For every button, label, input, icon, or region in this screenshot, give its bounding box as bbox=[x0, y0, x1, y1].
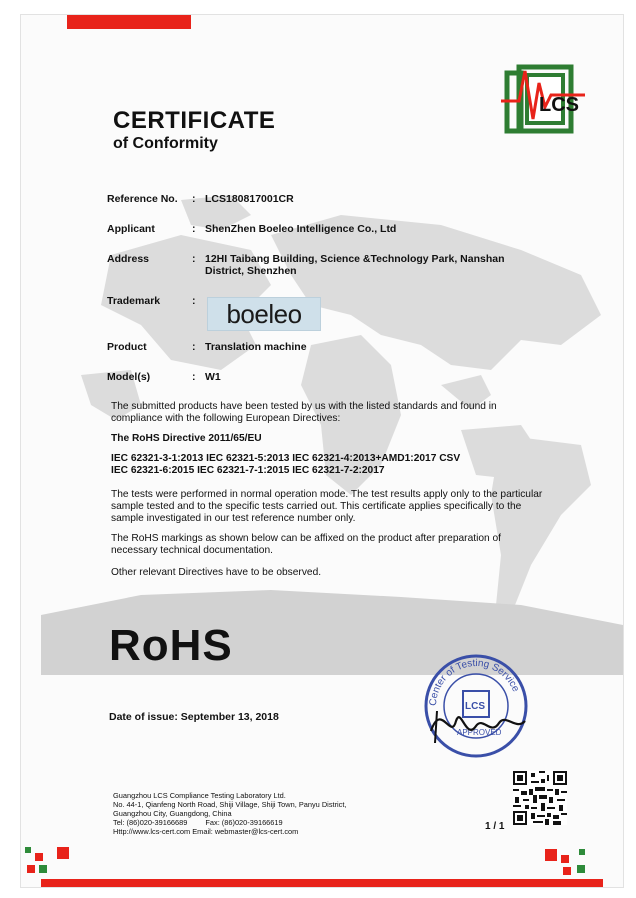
footer-tel: Tel: (86)020-39166689 bbox=[113, 818, 188, 827]
product-value: Translation machine bbox=[205, 341, 307, 353]
footer-fax: Fax: (86)020-39166619 bbox=[205, 818, 283, 827]
rohs-mark: RoHS bbox=[109, 621, 233, 670]
address-label: Address bbox=[107, 253, 150, 265]
address-line-2: District, Shenzhen bbox=[205, 265, 297, 277]
applicant-value: ShenZhen Boeleo Intelligence Co., Ltd bbox=[205, 223, 397, 235]
approval-stamp bbox=[421, 651, 531, 761]
certificate-page bbox=[20, 14, 624, 888]
reference-colon: : bbox=[192, 193, 196, 205]
trademark-label: Trademark bbox=[107, 295, 161, 307]
intro-line-1: The submitted products have been tested by us with the listed standards and found in bbox=[111, 401, 497, 412]
intro-paragraph bbox=[111, 401, 571, 425]
footer-web: Http://www.lcs-cert.com Email: webmaster@lcs-cert.com bbox=[113, 827, 299, 836]
footer-address-2: Guangzhou City, Guangdong, China bbox=[113, 809, 232, 818]
reference-label: Reference No. bbox=[107, 193, 178, 205]
product-colon: : bbox=[192, 341, 196, 353]
trademark-colon: : bbox=[192, 295, 196, 307]
stamp-ring-text: Center of Testing Service bbox=[427, 657, 522, 707]
decor-square bbox=[579, 849, 585, 855]
standards-line-2: IEC 62321-6:2015 IEC 62321-7-1:2015 IEC 62321-7-2:2017 bbox=[111, 465, 385, 476]
decor-square bbox=[35, 853, 43, 861]
bottom-red-bar bbox=[41, 879, 603, 888]
stamp-center-text: LCS bbox=[465, 701, 485, 712]
tests-line-3: sample investigated in our test reference number only. bbox=[111, 513, 356, 524]
qr-code-icon bbox=[513, 771, 567, 825]
directive-heading: The RoHS Directive 2011/65/EU bbox=[111, 433, 262, 444]
applicant-colon: : bbox=[192, 223, 196, 235]
address-line-1: 12HI Taibang Building, Science &Technology Park, Nanshan bbox=[205, 253, 505, 265]
date-of-issue: Date of issue: September 13, 2018 bbox=[109, 711, 279, 723]
decor-square bbox=[25, 847, 31, 853]
svg-text:LCS: LCS bbox=[539, 94, 579, 116]
address-colon: : bbox=[192, 253, 196, 265]
applicant-label: Applicant bbox=[107, 223, 155, 235]
certificate-title: CERTIFICATE bbox=[113, 107, 276, 134]
decor-square bbox=[561, 855, 569, 863]
footer-address-1: No. 44-1, Qianfeng North Road, Shiji Village, Shiji Town, Panyu District, bbox=[113, 800, 347, 809]
marking-line-2: necessary technical documentation. bbox=[111, 545, 273, 556]
decor-square bbox=[57, 847, 69, 859]
product-label: Product bbox=[107, 341, 147, 353]
tests-paragraph bbox=[111, 489, 571, 525]
decor-square bbox=[39, 865, 47, 873]
tests-line-1: The tests were performed in normal operation mode. The test results apply only to the particular bbox=[111, 489, 543, 500]
lab-footer bbox=[113, 791, 413, 836]
standards-list bbox=[111, 453, 571, 477]
footer-lab-name: Guangzhou LCS Compliance Testing Laboratory Ltd. bbox=[113, 791, 286, 800]
trademark-logo: boeleo bbox=[207, 297, 321, 331]
lcs-logo-icon bbox=[501, 61, 585, 137]
decor-square bbox=[577, 865, 585, 873]
decor-square bbox=[563, 867, 571, 875]
model-colon: : bbox=[192, 371, 196, 383]
page-number: 1 / 1 bbox=[485, 821, 505, 832]
reference-value: LCS180817001CR bbox=[205, 193, 294, 205]
certificate-subtitle: of Conformity bbox=[113, 135, 218, 152]
model-value: W1 bbox=[205, 371, 221, 383]
top-red-bar bbox=[67, 15, 191, 29]
tests-line-2: sample tested and to the specific tests carried out. This certificate applies specifically to the bbox=[111, 501, 522, 512]
other-directives-note: Other relevant Directives have to be observed. bbox=[111, 567, 322, 578]
marking-line-1: The RoHS markings as shown below can be affixed on the product after preparation of bbox=[111, 533, 501, 544]
marking-paragraph bbox=[111, 533, 571, 557]
stamp-bottom-text: APPROVED bbox=[457, 728, 502, 737]
decor-square bbox=[27, 865, 35, 873]
address-value bbox=[205, 253, 515, 277]
intro-line-2: compliance with the following European Directives: bbox=[111, 413, 341, 424]
model-label: Model(s) bbox=[107, 371, 151, 383]
decor-square bbox=[545, 849, 557, 861]
standards-line-1: IEC 62321-3-1:2013 IEC 62321-5:2013 IEC 62321-4:2013+AMD1:2017 CSV bbox=[111, 453, 461, 464]
